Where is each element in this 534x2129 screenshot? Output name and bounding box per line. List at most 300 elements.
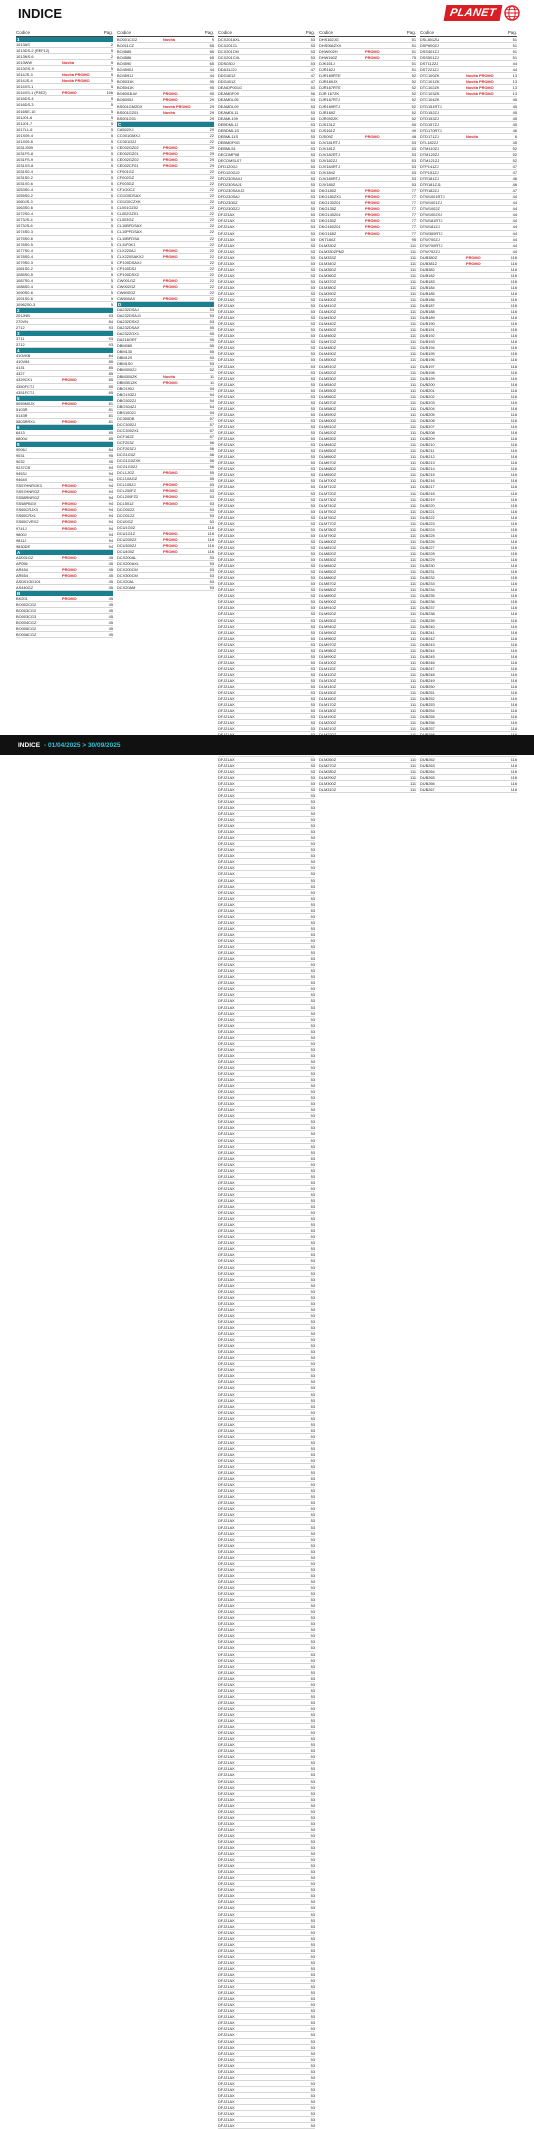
page-number: 45 xyxy=(512,139,517,145)
product-code: DFJ21AX xyxy=(218,1409,235,1415)
product-flag xyxy=(62,359,98,364)
product-flag: PROMO xyxy=(163,500,178,506)
page-number: 45 xyxy=(512,103,517,109)
product-flag xyxy=(163,525,199,530)
page-number: 5 xyxy=(110,66,113,72)
product-code: DCL200FZ2 xyxy=(117,494,139,500)
page-number: 116 xyxy=(510,653,517,659)
product-flag xyxy=(163,343,199,348)
page-number: 45 xyxy=(108,620,113,626)
product-code: DUB182 xyxy=(420,272,435,278)
product-code: DFJ21AX xyxy=(218,1536,235,1542)
page-number: 65 xyxy=(209,61,214,67)
product-code: 9031 xyxy=(16,452,25,458)
product-code: DLM410Z xyxy=(319,303,337,309)
product-flag xyxy=(264,569,300,574)
product-flag xyxy=(466,696,502,701)
product-flag xyxy=(264,811,300,816)
page-number: 53 xyxy=(310,163,315,169)
product-flag xyxy=(264,1500,300,1505)
page-number: 53 xyxy=(310,859,315,865)
page-number: 5 xyxy=(110,102,113,108)
product-flag xyxy=(264,1144,300,1149)
page-number: 2 xyxy=(110,42,113,47)
product-flag xyxy=(466,218,502,223)
product-flag xyxy=(62,290,98,295)
product-code: AP056 xyxy=(16,560,28,566)
product-flag xyxy=(264,1379,300,1384)
product-code: DFJ21AX xyxy=(218,1699,235,1705)
page-number: 53 xyxy=(310,1185,315,1191)
product-code: BO4590J xyxy=(117,67,134,73)
page-number: 5 xyxy=(110,295,113,301)
product-flag xyxy=(466,448,502,453)
product-flag xyxy=(466,587,502,592)
product-flag xyxy=(264,1948,300,1953)
product-flag xyxy=(264,43,300,48)
product-code: DLM810Z xyxy=(319,544,337,550)
product-code: DFJ21AX xyxy=(218,563,235,569)
column-header-code: Codice xyxy=(319,30,334,35)
product-code: DJR169RTJ xyxy=(319,103,341,109)
product-flag xyxy=(365,714,401,719)
globe-icon xyxy=(504,5,520,21)
product-flag: PROMO xyxy=(365,194,380,200)
product-flag xyxy=(365,418,401,423)
page-number: 13 xyxy=(512,85,517,91)
page-number: 53 xyxy=(310,1282,315,1288)
product-flag xyxy=(264,1452,300,1457)
page-number: 116 xyxy=(510,448,517,454)
product-flag xyxy=(264,206,300,211)
page-number: 44 xyxy=(512,67,517,73)
product-flag: PROMO xyxy=(62,595,77,601)
product-flag xyxy=(365,370,401,375)
product-code: DJR167RTE xyxy=(319,85,341,91)
product-code: DTP151ZJ xyxy=(420,170,439,176)
product-flag xyxy=(264,1851,300,1856)
page-number: 53 xyxy=(310,2044,315,2050)
page-number: 116 xyxy=(510,569,517,575)
page-number: 111 xyxy=(410,333,416,339)
product-flag xyxy=(365,388,401,393)
product-code: DFJ21AX xyxy=(218,919,235,925)
product-flag xyxy=(163,79,199,84)
page-number: 44 xyxy=(209,67,214,73)
page-number: 53 xyxy=(310,532,315,538)
page-number: 53 xyxy=(310,194,315,200)
page-number: 53 xyxy=(310,1826,315,1832)
product-flag xyxy=(365,587,401,592)
page-number: 116 xyxy=(510,557,517,563)
product-flag xyxy=(264,2069,300,2074)
product-flag xyxy=(264,944,300,949)
page-number: 116 xyxy=(207,536,214,542)
page-number: 53 xyxy=(310,1639,315,1645)
product-code: DFJ21AX xyxy=(218,974,235,980)
page-number: 53 xyxy=(310,1028,315,1034)
product-code: CG1G0CZXK xyxy=(117,199,141,205)
product-flag xyxy=(264,926,300,931)
product-flag xyxy=(466,654,502,659)
page-number: 77 xyxy=(411,194,416,200)
page-number: 95 xyxy=(108,459,113,464)
product-code: DFJ21AX xyxy=(218,768,235,774)
product-code: DLM270Z xyxy=(319,762,337,768)
page-number: 53 xyxy=(310,1760,315,1766)
product-code: DFJ21AX xyxy=(218,1439,235,1445)
product-code: CE002GZ02 xyxy=(117,144,139,150)
product-flag xyxy=(264,370,300,375)
page-number: 5 xyxy=(110,84,113,90)
product-code: DFJ21AX xyxy=(218,2068,235,2074)
product-code: DFD230SAJ xyxy=(218,194,240,200)
page-number: 22 xyxy=(209,229,214,235)
product-code: DFJ21AX xyxy=(218,2123,235,2129)
product-flag xyxy=(264,1271,300,1276)
product-code: 1031X0-6 xyxy=(16,181,33,187)
product-flag xyxy=(466,333,502,338)
product-code: DFJ21AX xyxy=(218,1615,235,1621)
product-code: DUB219 xyxy=(420,496,435,502)
page-number: 5 xyxy=(110,168,113,174)
product-flag xyxy=(264,1954,300,1959)
product-flag xyxy=(264,400,300,405)
product-code: DJV182RTJ xyxy=(319,151,340,157)
product-code: DFJ21AX xyxy=(218,1337,235,1343)
product-code: 5103R xyxy=(16,406,28,412)
product-flag xyxy=(264,1186,300,1191)
page-number: 5 xyxy=(110,156,113,162)
page-number: 77 xyxy=(411,218,416,224)
product-code: DFJ21AX xyxy=(218,248,235,254)
product-code: DLM140Z xyxy=(319,684,337,690)
product-flag xyxy=(264,116,300,121)
page-number: 45 xyxy=(108,608,113,614)
product-flag xyxy=(264,521,300,526)
product-code: DTL182ZJ xyxy=(420,139,439,145)
product-flag xyxy=(365,521,401,526)
page-number: 51 xyxy=(512,37,517,42)
product-code: DST112ZJ xyxy=(420,61,439,67)
product-code: DCX200CM xyxy=(117,567,138,573)
product-flag xyxy=(264,974,300,979)
page-number: 111 xyxy=(410,369,416,375)
page-number: 55 xyxy=(209,470,214,476)
page-number: 53 xyxy=(310,1022,315,1028)
page-number: 53 xyxy=(310,43,315,49)
product-flag xyxy=(264,841,300,846)
product-code: DFJ21AX xyxy=(218,1167,235,1173)
product-code: DEAIDP001G xyxy=(218,85,243,91)
product-code: DLM760Z xyxy=(319,514,337,520)
product-flag xyxy=(264,1011,300,1016)
product-code: DJV184Z xyxy=(319,170,336,176)
product-code: DLM400Z xyxy=(319,297,337,303)
product-code: DLM880Z xyxy=(319,587,337,593)
product-code: 3712 xyxy=(16,342,25,348)
product-code: DUB254 xyxy=(420,708,435,714)
page-number: 116 xyxy=(510,780,517,786)
product-code: DFJ21AX xyxy=(218,1972,235,1977)
product-code: DFJ21AX xyxy=(218,224,235,230)
page-number: 53 xyxy=(310,798,315,804)
product-code: DUB252 xyxy=(420,696,435,702)
product-code: DFJ21AX xyxy=(218,260,235,266)
product-code: DFJ21AX xyxy=(218,1004,235,1010)
product-flag xyxy=(163,337,199,342)
product-code: DTR181ZJ1 xyxy=(420,182,441,188)
product-flag xyxy=(264,575,300,580)
page-number: 111 xyxy=(410,550,416,556)
product-flag xyxy=(365,255,401,260)
product-flag xyxy=(466,279,502,284)
page-number: 53 xyxy=(310,1832,315,1838)
page-number: 53 xyxy=(310,1240,315,1246)
page-number: 53 xyxy=(310,1312,315,1318)
product-flag xyxy=(466,648,502,653)
product-code: DTC103ZK xyxy=(420,91,440,97)
product-code: DFJ21AX xyxy=(218,2026,235,2032)
product-code: DFJ21AX xyxy=(218,532,235,538)
product-flag xyxy=(466,630,502,635)
product-code: DFJ21AX xyxy=(218,1929,235,1935)
page-number: 53 xyxy=(310,1905,315,1911)
page-number: 53 xyxy=(310,974,315,980)
product-code: DJR169RTE xyxy=(319,73,341,79)
product-flag xyxy=(365,412,401,417)
product-flag xyxy=(163,55,199,60)
column-header xyxy=(319,30,416,37)
product-code: DUB217 xyxy=(420,484,435,490)
page-number: 53 xyxy=(310,714,315,720)
product-code: SS57HNRGZ xyxy=(16,489,40,495)
product-flag xyxy=(365,527,401,532)
product-flag xyxy=(365,79,401,84)
page-number: 116 xyxy=(510,411,517,417)
product-code: DLM870Z xyxy=(319,581,337,587)
product-code: DFJ21AX xyxy=(218,1264,235,1270)
product-flag xyxy=(264,243,300,248)
product-flag xyxy=(365,787,401,792)
product-code: DUB193 xyxy=(420,339,435,345)
product-flag xyxy=(264,962,300,967)
page-number: 53 xyxy=(310,333,315,339)
product-code: DFD230SAXJ xyxy=(218,176,243,182)
product-code: 101J01-6 xyxy=(16,114,33,120)
product-code: DFJ21AX xyxy=(218,859,235,865)
product-code: 1031FS-9 xyxy=(16,156,34,162)
product-code: DFJ21AX xyxy=(218,1808,235,1814)
page-footer xyxy=(0,735,534,755)
product-flag xyxy=(264,1258,300,1263)
product-code: DST221ZJ xyxy=(420,67,439,73)
product-flag xyxy=(264,1337,300,1342)
product-code: DFJ21AX xyxy=(218,1881,235,1887)
product-flag: PROMO xyxy=(62,90,77,96)
product-flag xyxy=(264,1942,300,1947)
product-flag xyxy=(264,793,300,798)
product-code: DCG1G0Z xyxy=(117,452,136,458)
page-number: 53 xyxy=(310,1264,315,1270)
page-number: 111 xyxy=(410,563,416,569)
product-code: DFJ21AX xyxy=(218,387,235,393)
product-code: DFJ21AX xyxy=(218,647,235,653)
product-flag xyxy=(365,509,401,514)
product-code: DFJ21AX xyxy=(218,1331,235,1337)
page-number: 51 xyxy=(411,37,416,42)
product-code: DLM900Z xyxy=(319,599,337,605)
page-number: 52 xyxy=(411,79,416,85)
product-code: DUB239 xyxy=(420,617,435,623)
product-flag xyxy=(264,73,300,78)
page-number: 111 xyxy=(410,708,416,714)
page-number: 116 xyxy=(510,702,517,708)
page-number: 5 xyxy=(110,235,113,241)
section-header: D xyxy=(117,302,214,307)
column-header-code: Codice xyxy=(16,30,31,35)
page-number: 77 xyxy=(411,212,416,218)
product-flag xyxy=(466,176,502,181)
page-number: 53 xyxy=(310,1851,315,1857)
page-number: 111 xyxy=(410,297,416,303)
product-flag xyxy=(466,503,502,508)
page-number: 53 xyxy=(310,1772,315,1778)
page-number: 116 xyxy=(510,587,517,593)
product-flag xyxy=(264,1664,300,1669)
product-flag xyxy=(264,1385,300,1390)
page-number: 53 xyxy=(209,518,214,524)
page-number: 53 xyxy=(310,484,315,490)
product-code: DFJ21AX xyxy=(218,242,235,248)
product-flag xyxy=(264,291,300,296)
page-number: 53 xyxy=(310,659,315,665)
product-flag xyxy=(466,406,502,411)
product-code: DTW702ZJ xyxy=(420,248,440,254)
product-flag xyxy=(365,43,401,48)
product-flag xyxy=(163,169,199,174)
page-number: 44 xyxy=(512,224,517,230)
product-flag: PROMO xyxy=(163,150,178,156)
product-code: DTM121ZJ xyxy=(420,157,440,163)
product-flag xyxy=(62,145,98,150)
product-flag xyxy=(264,2075,300,2080)
section-header: B xyxy=(16,591,113,596)
product-flag: PROMO xyxy=(163,482,178,488)
product-flag xyxy=(264,557,300,562)
product-flag xyxy=(264,648,300,653)
page-number: 53 xyxy=(310,968,315,974)
page-number: 53 xyxy=(310,1161,315,1167)
product-code: DFJ21AX xyxy=(218,1397,235,1403)
product-code: DJS09Z xyxy=(319,133,334,139)
product-code: DFJ21AX xyxy=(218,786,235,792)
product-flag xyxy=(466,497,502,502)
product-flag xyxy=(264,1633,300,1638)
product-flag: PROMO xyxy=(62,418,77,424)
product-flag: PROMO xyxy=(62,483,77,489)
product-code: 1013WW xyxy=(16,60,32,66)
product-code: DUB223 xyxy=(420,520,435,526)
page-number: 53 xyxy=(310,1766,315,1772)
product-code: DUB236 xyxy=(420,599,435,605)
product-flag xyxy=(264,1573,300,1578)
product-flag xyxy=(264,1101,300,1106)
product-flag xyxy=(62,66,98,71)
product-code: DFJ21AX xyxy=(218,1687,235,1693)
product-flag xyxy=(264,61,300,66)
product-code: DFJ21AX xyxy=(218,442,235,448)
product-code: DFJ21AX xyxy=(218,1796,235,1802)
product-flag xyxy=(62,199,98,204)
product-code: BO5041K xyxy=(117,85,134,91)
column-header-page: Pag. xyxy=(103,30,113,35)
page-number: 111 xyxy=(410,478,416,484)
page-number: 111 xyxy=(410,671,416,677)
page-number: 13 xyxy=(512,79,517,85)
product-code: DFJ21AX xyxy=(218,950,235,956)
product-flag xyxy=(264,1978,300,1983)
product-code: DUB208 xyxy=(420,430,435,436)
page-number: 81 xyxy=(108,400,113,406)
page-number: 111 xyxy=(410,659,416,665)
product-flag xyxy=(264,1301,300,1306)
product-code: DFJ21AX xyxy=(218,1984,235,1990)
page-number: 116 xyxy=(510,563,517,569)
page-number: 5 xyxy=(110,193,113,199)
product-flag xyxy=(264,763,300,768)
page-number: 45 xyxy=(512,97,517,103)
product-code: DFJ21AX xyxy=(218,1312,235,1318)
product-flag xyxy=(264,364,300,369)
column-header-code: Codice xyxy=(420,30,435,35)
page-number: 53 xyxy=(310,544,315,550)
product-flag xyxy=(466,424,502,429)
product-flag xyxy=(264,1416,300,1421)
product-code: BO4585 xyxy=(117,49,132,55)
product-flag: Novità xyxy=(163,373,175,379)
page-number: 57 xyxy=(209,427,214,433)
product-flag xyxy=(62,223,98,228)
product-code: DFJ21AX xyxy=(218,690,235,696)
page-number: 53 xyxy=(310,1216,315,1222)
product-code: DFJ21AX xyxy=(218,968,235,974)
product-flag xyxy=(365,569,401,574)
page-number: 5 xyxy=(110,181,113,187)
page-number: 47 xyxy=(310,67,315,73)
product-code: 4131 xyxy=(16,365,25,371)
page-number: 53 xyxy=(209,355,214,361)
product-code: BO4586 xyxy=(117,55,132,61)
product-code: DUB382 xyxy=(420,266,435,272)
product-code: CW002GZ xyxy=(117,283,136,289)
product-flag xyxy=(466,321,502,326)
page-number: 65 xyxy=(209,55,214,61)
product-flag xyxy=(264,1591,300,1596)
page-header xyxy=(0,0,534,26)
product-flag xyxy=(365,327,401,332)
page-number: 53 xyxy=(310,1784,315,1790)
product-code: DLM730Z xyxy=(319,496,337,502)
page-number: 53 xyxy=(310,901,315,907)
product-flag xyxy=(264,896,300,901)
product-flag xyxy=(62,602,98,607)
product-code: DFJ21AX xyxy=(218,460,235,466)
page-number: 52 xyxy=(512,151,517,157)
product-flag xyxy=(264,1331,300,1336)
product-flag xyxy=(264,249,300,254)
product-flag xyxy=(264,1410,300,1415)
